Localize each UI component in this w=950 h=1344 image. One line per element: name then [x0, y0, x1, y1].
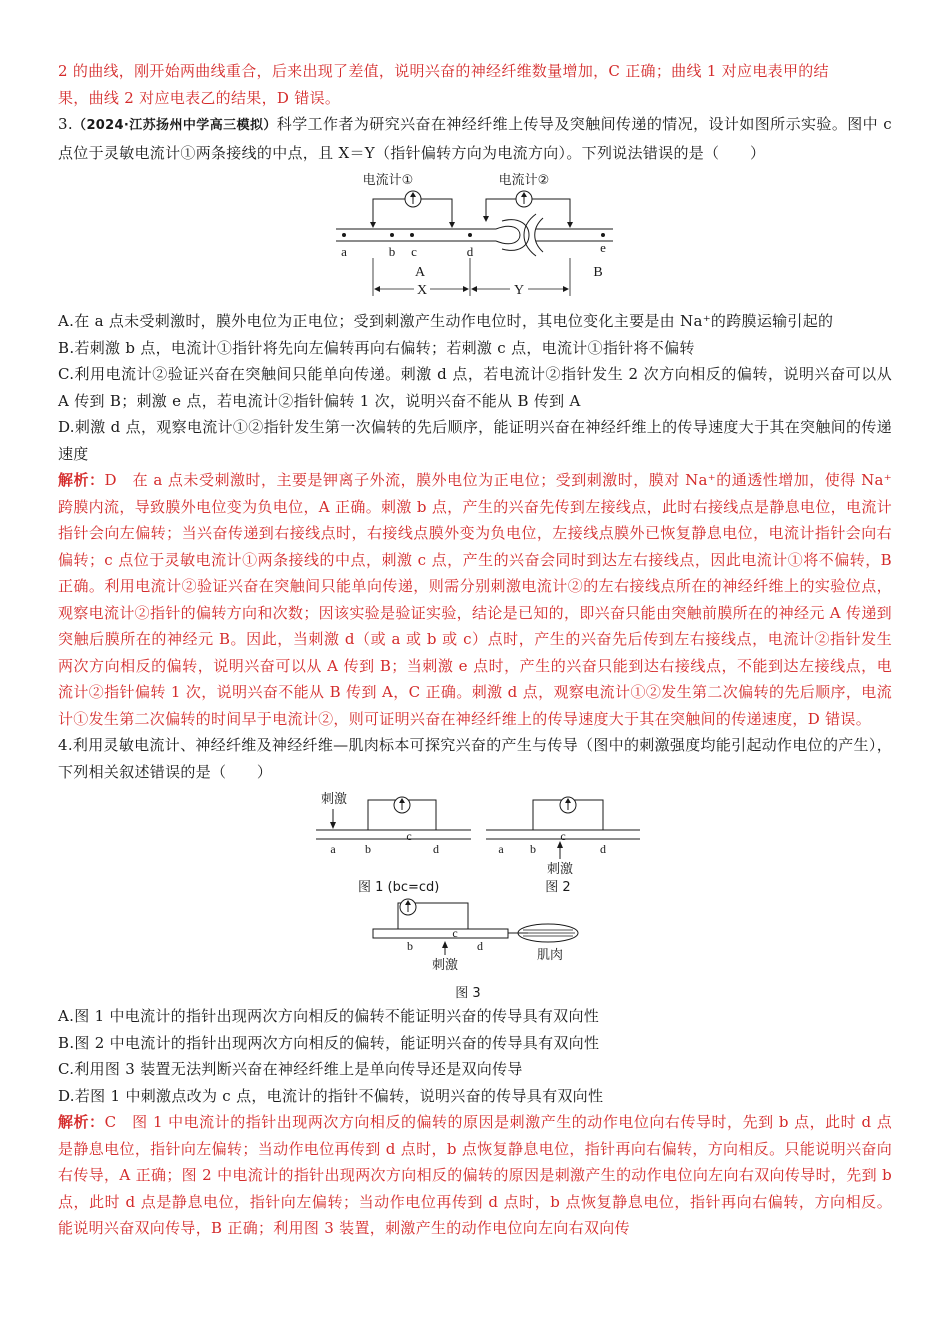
fig2-stim-label: 刺激: [546, 862, 574, 877]
fig3-point-b: b: [407, 939, 413, 953]
q3-region-B: B: [593, 265, 603, 280]
fig2-point-b: b: [530, 842, 536, 856]
q3-stem-text: 科学工作者为研究兴奋在神经纤维上传导及突触间传递的情况，设计如图所示实验。图中 c 点位于灵敏电流计①两条接线的中点，且 X＝Y（指针偏转方向为电流方向）。下列说法错误的是（ ）: [58, 115, 892, 162]
q4-analysis-text: C 图 1 中电流计的指针出现两次方向相反的偏转的原因是刺激产生的动作电位向右传导时，先到 b 点，此时 d 点是静息电位，指针向左偏转；当动作电位再传到 d 点时，b 点恢复静息电位，指针再向右偏转，方向相反。只能说明兴奋向右传导，A 正确；图 2 中电流计的指针出现两次方向相反的偏转的原因是刺激产生的动作电位向左向右双向传导时，先到 b 点，此时 d 点是静息电位，指针向左偏转；当动作电位再传到 d 点时，b 点恢复静息电位，指针再向右偏转，方向相反。能说明兴奋双向传导，B 正确；利用图 3 装置，刺激产生的动作电位向左向右双向传: [58, 1113, 893, 1237]
page-content: [58, 58, 892, 1242]
q3-figure-svg: [58, 166, 892, 308]
fig1-point-d: d: [433, 842, 439, 856]
q4-option-B: B.图 2 中电流计的指针出现两次方向相反的偏转，能证明兴奋的传导具有双向性: [58, 1033, 600, 1052]
q2-tail-line1: 2 的曲线，刚开始两曲线重合，后来出现了差值，说明兴奋的神经纤维数量增加，C 正确；曲线 1 对应电表甲的结: [58, 62, 829, 80]
meter2-label: 电流计②: [498, 173, 550, 188]
fig1-caption: 图 1 (bc=cd): [358, 880, 440, 895]
fig3-stim-label: 刺激: [431, 958, 459, 973]
fig1-point-c: c: [406, 829, 412, 843]
fig2-point-c: c: [560, 829, 566, 843]
q3-figure: [58, 166, 892, 308]
q3-analysis-label: 解析：: [58, 471, 105, 489]
q3-option-D: D.刺激 d 点，观察电流计①②指针发生第一次偏转的先后顺序，能证明兴奋在神经纤维上的传导速度大于其在突触间的传递速度: [58, 418, 892, 463]
q3-point-e: e: [600, 240, 606, 255]
q3-stem: [58, 111, 892, 166]
q4-figure: [58, 785, 892, 1003]
q4-option-C: C.利用图 3 装置无法判断兴奋在神经纤维上是单向传导还是双向传导: [58, 1060, 523, 1078]
q3-number: 3.: [58, 115, 73, 133]
q4-analysis-label: 解析：: [58, 1113, 105, 1131]
q3-option-A: A.在 a 点未受刺激时，膜外电位为正电位；受到刺激产生动作电位时，其电位变化主要是由 Na⁺的跨膜运输引起的: [58, 312, 834, 330]
q4-option-D: D.若图 1 中刺激点改为 c 点，电流计的指针不偏转，说明兴奋的传导具有双向性: [58, 1086, 604, 1105]
q3-option-C: C.利用电流计②验证兴奋在突触间只能单向传递。刺激 d 点，若电流计②指针发生 2 次方向相反的偏转，说明兴奋可以从 A 传到 B；刺激 e 点，若电流计②指针偏转 1 次，说明兴奋不能从 B 传到 A: [58, 365, 892, 410]
fig1-point-b: b: [365, 842, 371, 856]
q4-analysis: [58, 1109, 892, 1242]
meter1-label: 电流计①: [362, 173, 414, 188]
q3-analysis-text: D 在 a 点未受刺激时，主要是钾离子外流，膜外电位为正电位；受到刺激时，膜对 Na⁺的通透性增加，使得 Na⁺跨膜内流，导致膜外电位变为负电位，A 正确。刺激 b 点，产生的兴奋先传到左接线点，此时右接线点是静息电位，电流计指针会向左偏转；当兴奋传递到右接线点时，右接线点膜外变为负电位，左接线点膜外已恢复静息电位，电流计指针会向右偏转；c 点位于灵敏电流计①两条接线的中点，刺激 c 点，产生的兴奋会同时到达左右接线点，因此电流计①将不偏转，B 正确。利用电流计②验证兴奋在突触间只能单向传递，则需分别刺激电流计②的左右接线点所在的神经纤维上的实验位点，观察电流计②指针的偏转方向和次数；因该实验是验证实验，结论是已知的，即兴奋只能由突触前膜所在的神经元 A 传递到突触后膜所在的神经元 B。因此，当刺激 d（或 a 或 b 或 c）点时，产生的兴奋先后传到左右接线点，电流计②指针发生两次方向相反的偏转，说明兴奋可以从 A 传到 B；当刺激 e 点时，产生的兴奋只能到达右接线点，不能到达左接线点，电流计②指针偏转 1 次，说明兴奋不能从 B 传到 A，C 正确。刺激 d 点，观察电流计①②发生第二次偏转的先后顺序，电流计①发生第二次偏转的时间早于电流计②，则可证明兴奋在神经纤维上的传导速度大于其在突触间的传递速度，D 错误。: [58, 471, 892, 728]
q3-point-a: a: [341, 244, 347, 259]
q3-point-c: c: [411, 244, 417, 259]
fig2-caption: 图 2: [545, 880, 571, 895]
q3-source-tag: （2024·江苏扬州中学高三模拟）: [72, 118, 277, 133]
fig3-caption: 图 3: [455, 986, 481, 1001]
q3-region-A: A: [414, 265, 426, 280]
fig3-point-c: c: [452, 926, 458, 940]
fig2-point-a: a: [498, 842, 504, 856]
fig1-point-a: a: [330, 842, 336, 856]
q3-point-d: d: [466, 244, 474, 259]
q4-option-A: A.图 1 中电流计的指针出现两次方向相反的偏转不能证明兴奋的传导具有双向性: [58, 1007, 600, 1025]
q3-X-label: X: [416, 283, 428, 298]
q3-analysis: [58, 467, 892, 732]
q2-tail-line2: 果，曲线 2 对应电表乙的结果，D 错误。: [58, 88, 341, 107]
fig2-point-d: d: [600, 842, 606, 856]
q3-Y-label: Y: [513, 283, 525, 298]
q3-option-B: B.若刺激 b 点，电流计①指针将先向左偏转再向右偏转；若刺激 c 点，电流计①指针将不偏转: [58, 338, 695, 357]
q4-figure-svg: [58, 785, 892, 1003]
q4-stem: 4.利用灵敏电流计、神经纤维及神经纤维—肌肉标本可探究兴奋的产生与传导（图中的刺激强度均能引起动作电位的产生），下列相关叙述错误的是（ ）: [58, 736, 892, 781]
fig3-muscle-label: 肌肉: [536, 948, 564, 963]
fig3-point-d: d: [477, 939, 483, 953]
q3-point-b: b: [388, 244, 396, 259]
fig1-stim-label: 刺激: [320, 792, 348, 807]
